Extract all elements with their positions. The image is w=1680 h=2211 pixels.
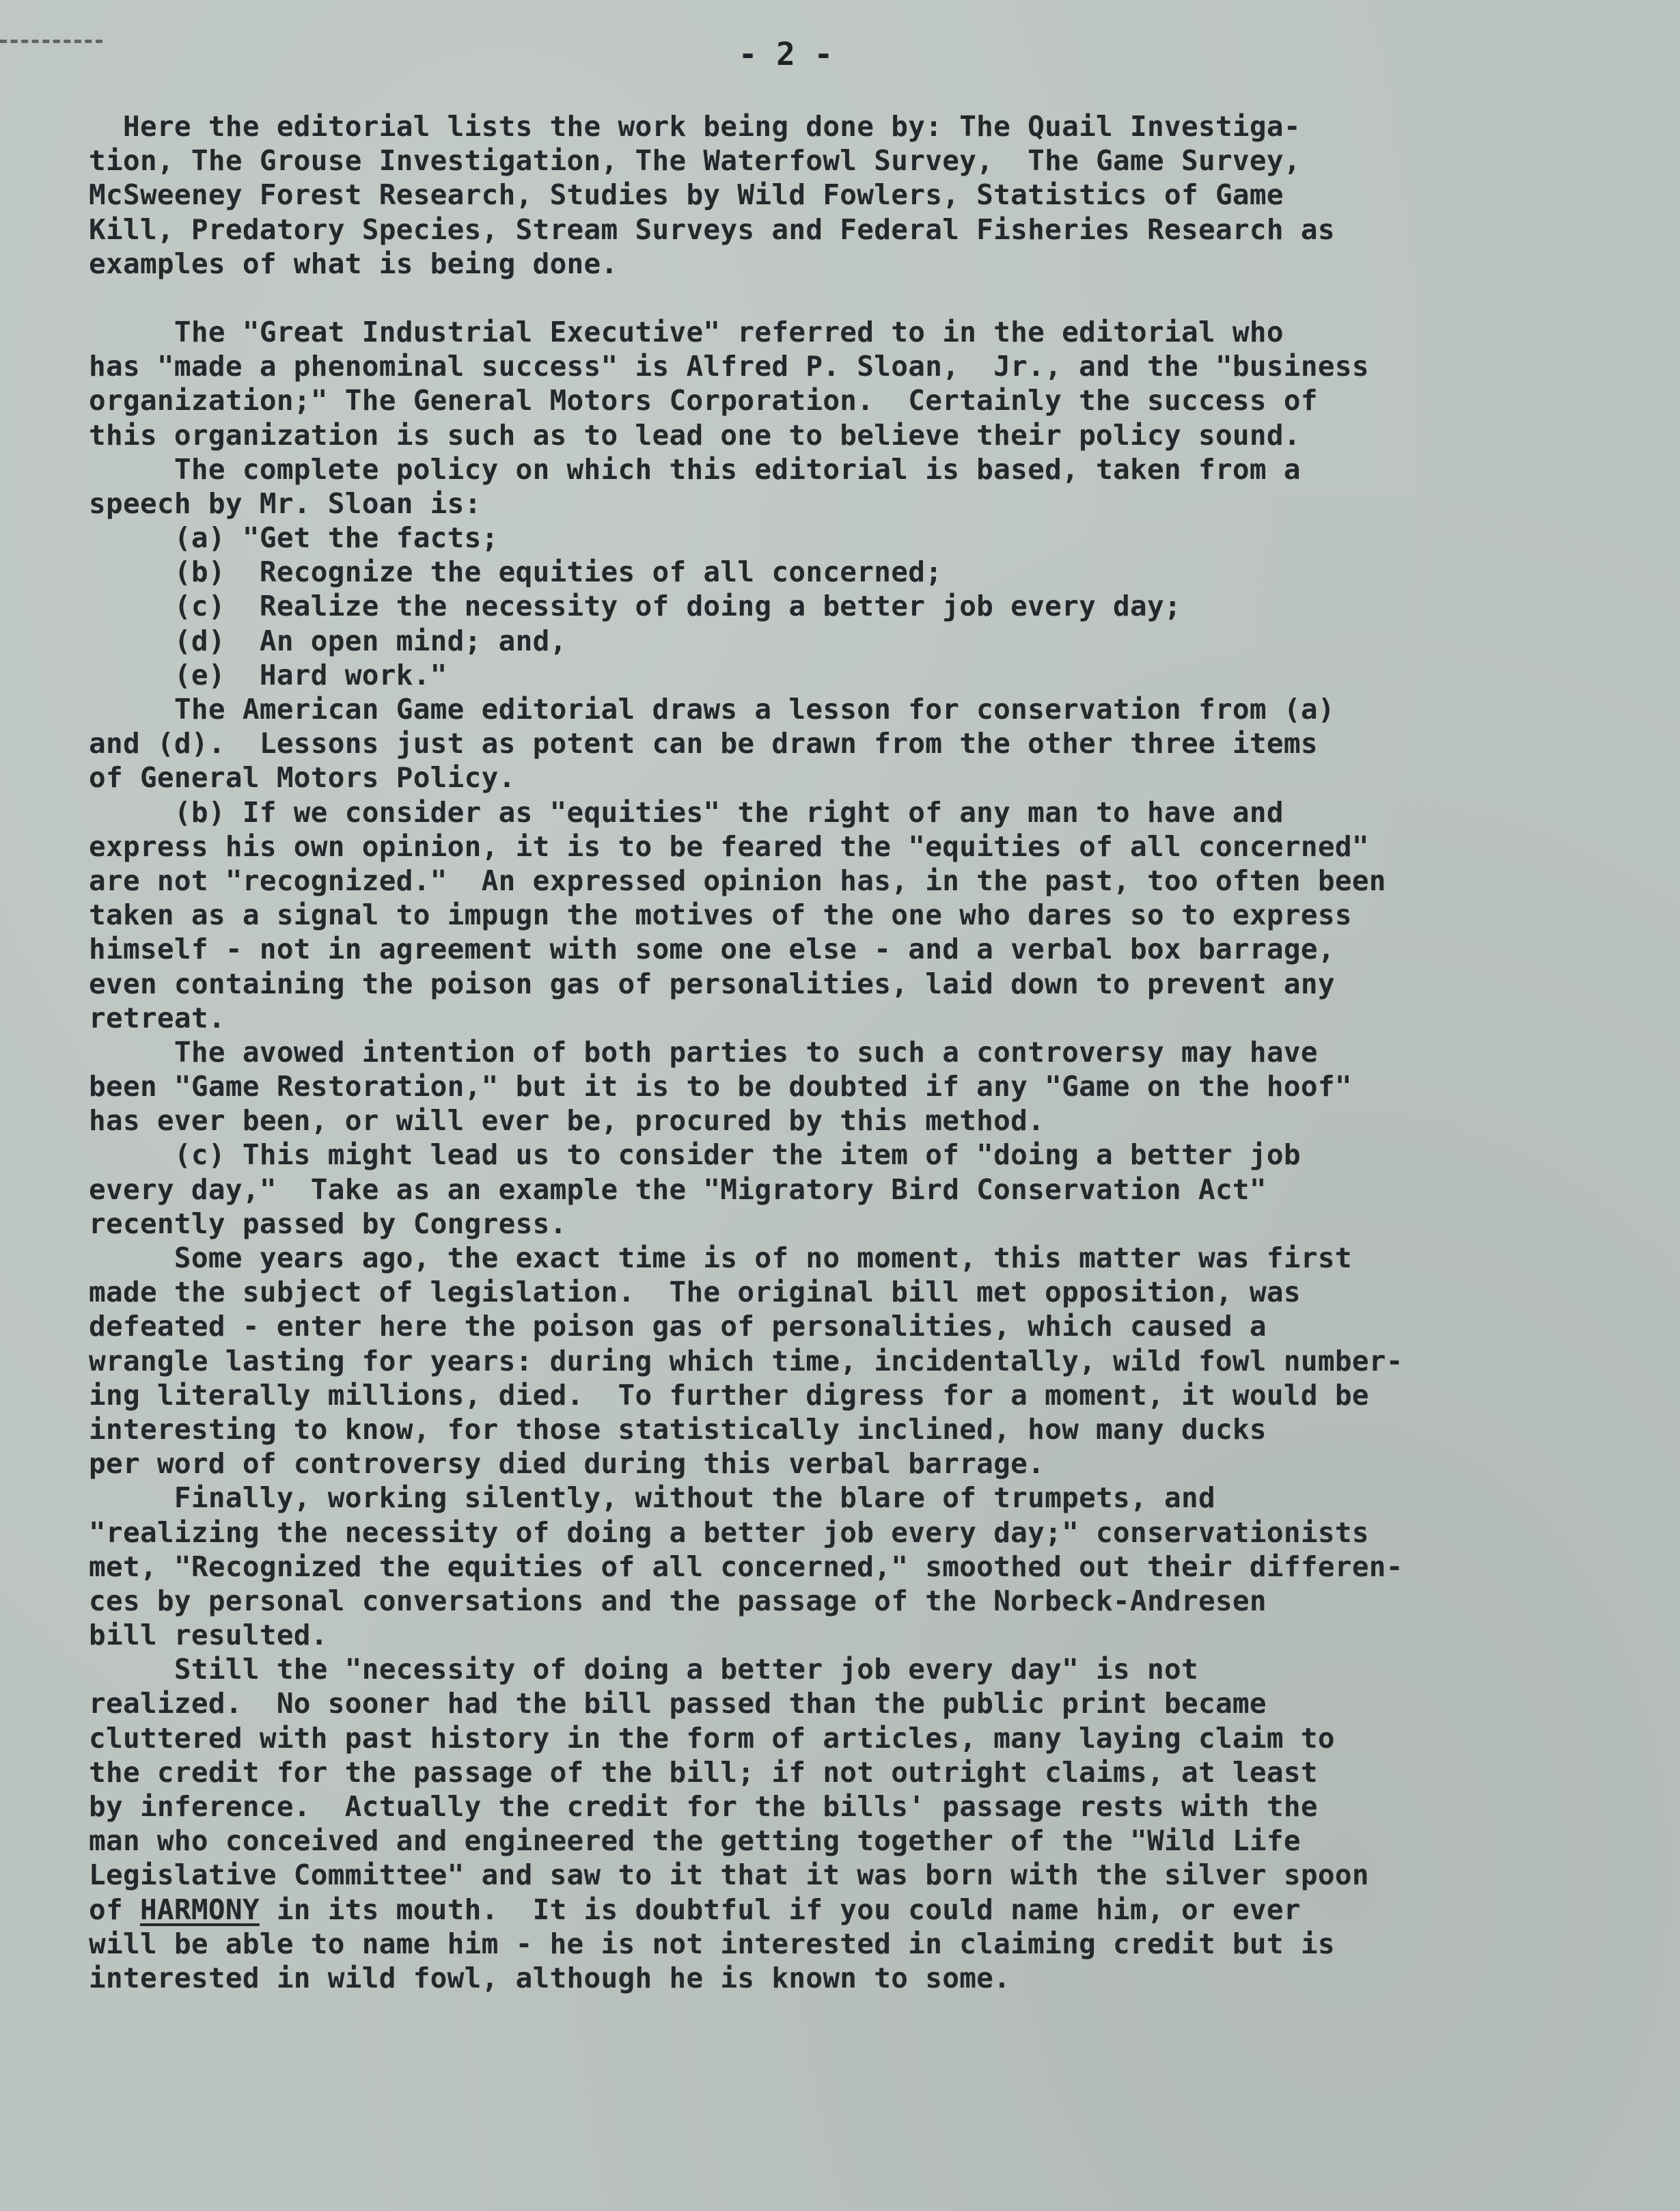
text-line: (a) "Get the facts;: [89, 521, 499, 555]
text-line: (d) An open mind; and,: [89, 624, 567, 657]
text-line: "realizing the necessity of doing a better job every day;" conservationists: [89, 1515, 1369, 1549]
text-line: Some years ago, the exact time is of no moment, this matter was first: [89, 1241, 1352, 1274]
harmony-after: in its mouth. It is doubtful if you could name him, or ever: [259, 1893, 1301, 1926]
page-number: - 2 -: [738, 36, 834, 72]
text-line: the credit for the passage of the bill; if not outright claims, at least: [89, 1755, 1318, 1789]
text-line: has "made a phenominal success" is Alfred P. Sloan, Jr., and the "business: [89, 350, 1369, 383]
text-line: tion, The Grouse Investigation, The Waterfowl Survey, The Game Survey,: [89, 144, 1301, 178]
text-line: The avowed intention of both parties to such a controversy may have: [89, 1035, 1318, 1069]
text-line: this organization is such as to lead one to believe their policy sound.: [89, 418, 1301, 452]
text-line: met, "Recognized the equities of all concerned," smoothed out their differen-: [89, 1550, 1403, 1583]
paragraph-main: [89, 315, 1653, 1893]
text-line: The American Game editorial draws a lesson for conservation from (a): [89, 693, 1335, 726]
text-line: (e) Hard work.": [89, 658, 447, 691]
text-line: (b) If we consider as "equities" the right of any man to have and: [89, 795, 1284, 829]
text-line: interested in wild fowl, although he is known to some.: [89, 1961, 1011, 1994]
harmony-underlined-word: HARMONY: [139, 1893, 260, 1926]
text-line: examples of what is being done.: [89, 247, 618, 280]
text-line: and (d). Lessons just as potent can be drawn from the other three items: [89, 727, 1318, 760]
text-line: cluttered with past history in the form of articles, many laying claim to: [89, 1721, 1335, 1755]
text-line: Finally, working silently, without the blare of trumpets, and: [89, 1481, 1215, 1515]
text-line: Legislative Committee" and saw to it that it was born with the silver spoon: [89, 1858, 1369, 1892]
document-body: [89, 109, 1653, 1995]
text-line: defeated - enter here the poison gas of personalities, which caused a: [89, 1310, 1267, 1343]
text-line: been "Game Restoration," but it is to be doubted if any "Game on the hoof": [89, 1070, 1352, 1103]
text-line: wrangle lasting for years: during which time, incidentally, wild fowl number-: [89, 1344, 1403, 1377]
text-line: ing literally millions, died. To further digress for a moment, it would be: [89, 1378, 1369, 1412]
text-line: every day," Take as an example the "Migratory Bird Conservation Act": [89, 1172, 1267, 1206]
paragraph-gap: [89, 281, 1653, 315]
text-line: The complete policy on which this editorial is based, taken from a: [89, 452, 1301, 486]
text-line: Kill, Predatory Species, Stream Surveys and Federal Fisheries Research as: [89, 212, 1335, 246]
text-line: bill resulted.: [89, 1619, 328, 1652]
text-line: (b) Recognize the equities of all concerned;: [89, 555, 943, 589]
text-line: per word of controversy died during this verbal barrage.: [89, 1447, 1045, 1481]
text-line: recently passed by Congress.: [89, 1207, 567, 1240]
text-line: taken as a signal to impugn the motives of the one who dares so to express: [89, 898, 1352, 932]
text-line: are not "recognized." An expressed opinion has, in the past, too often been: [89, 864, 1386, 897]
text-line: ces by personal conversations and the passage of the Norbeck-Andresen: [89, 1584, 1267, 1617]
text-line: realized. No sooner had the bill passed than the public print became: [89, 1687, 1267, 1720]
text-line: will be able to name him - he is not interested in claiming credit but is: [89, 1927, 1335, 1960]
text-line: Still the "necessity of doing a better job every day" is not: [89, 1653, 1198, 1686]
text-line: express his own opinion, it is to be feared the "equities of all concerned": [89, 829, 1369, 863]
text-line: McSweeney Forest Research, Studies by Wild Fowlers, Statistics of Game: [89, 178, 1284, 212]
text-line: (c) Realize the necessity of doing a better job every day;: [89, 590, 1181, 623]
paragraph-work-list: [89, 109, 1653, 281]
text-line: The "Great Industrial Executive" referred to in the editorial who: [89, 315, 1284, 348]
text-line: interesting to know, for those statistically inclined, how many ducks: [89, 1412, 1267, 1446]
text-line-harmony: [89, 1893, 1653, 1927]
text-line: by inference. Actually the credit for the bills' passage rests with the: [89, 1790, 1318, 1823]
text-line: speech by Mr. Sloan is:: [89, 486, 482, 520]
text-line: has ever been, or will ever be, procured by this method.: [89, 1104, 1045, 1138]
text-line: Here the editorial lists the work being done by: The Quail Investiga-: [89, 110, 1301, 143]
text-line: retreat.: [89, 1001, 225, 1034]
text-line: even containing the poison gas of personalities, laid down to prevent any: [89, 967, 1335, 1000]
text-line: (c) This might lead us to consider the item of "doing a better job: [89, 1138, 1301, 1172]
harmony-before: of: [89, 1893, 140, 1926]
text-line: made the subject of legislation. The original bill met opposition, was: [89, 1276, 1301, 1309]
text-line: organization;" The General Motors Corporation. Certainly the success of: [89, 384, 1318, 417]
text-line: of General Motors Policy.: [89, 761, 516, 795]
text-line: man who conceived and engineered the getting together of the "Wild Life: [89, 1824, 1301, 1858]
text-line: himself - not in agreement with some one else - and a verbal box barrage,: [89, 933, 1335, 966]
closing-lines: [89, 1927, 1653, 1995]
